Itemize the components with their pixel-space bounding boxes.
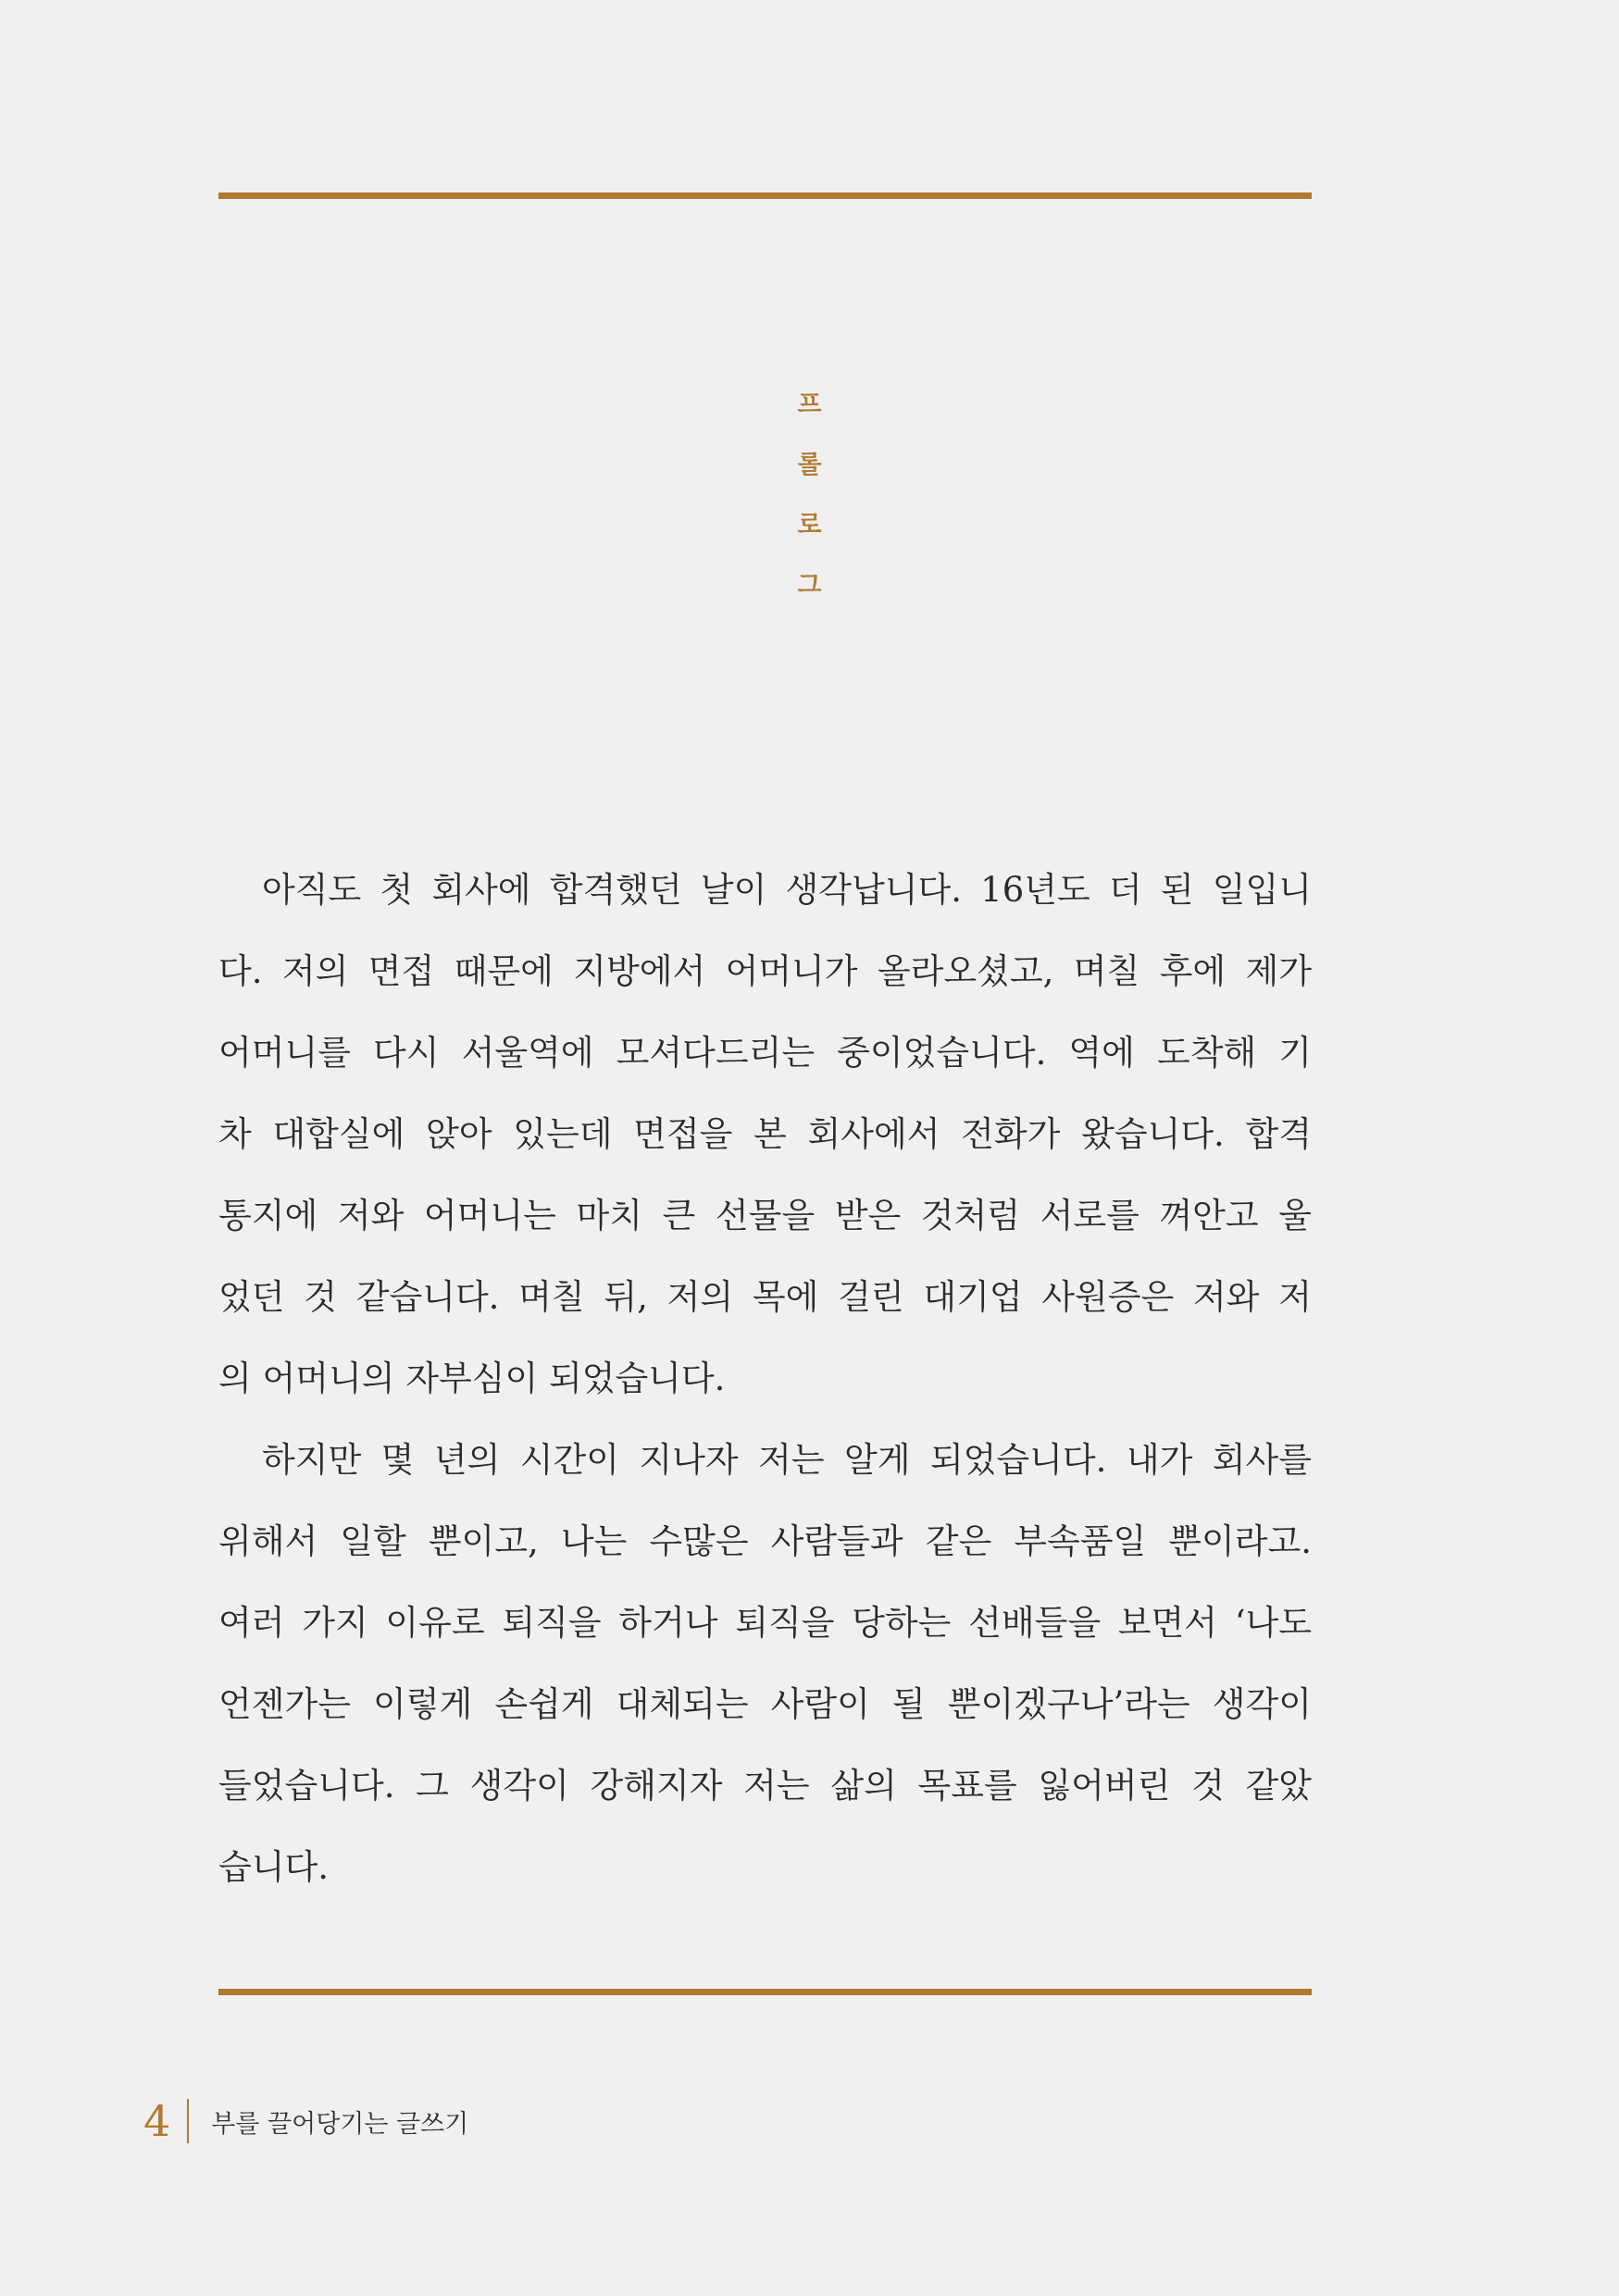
- text-line: 여러 가지 이유로 퇴직을 하거나 퇴직을 당하는 선배들을 보면서 ‘나도: [218, 1603, 1312, 1643]
- text-line: 었던 것 같습니다. 며칠 뒤, 저의 목에 걸린 대기업 사원증은 저와 저: [218, 1277, 1312, 1317]
- chapter-title: [0, 375, 1619, 615]
- text-line: 다. 저의 면접 때문에 지방에서 어머니가 올라오셨고, 며칠 후에 제가: [218, 951, 1312, 991]
- text-line: 어머니를 다시 서울역에 모셔다드리는 중이었습니다. 역에 도착해 기: [218, 1033, 1312, 1073]
- paragraph-2: [218, 1420, 1312, 1908]
- text-line: 의 어머니의 자부심이 되었습니다.: [218, 1359, 726, 1398]
- text-line: 아직도 첫 회사에 합격했던 날이 생각납니다. 16년도 더 된 일입니: [262, 870, 1312, 910]
- chapter-title-char: 프: [797, 391, 822, 419]
- chapter-title-char: 로: [797, 511, 822, 540]
- page-footer: [143, 2093, 468, 2149]
- chapter-title-char: 롤: [797, 451, 822, 479]
- bottom-rule: [218, 1989, 1312, 1995]
- text-line: 위해서 일할 뿐이고, 나는 수많은 사람들과 같은 부속품일 뿐이라고.: [218, 1521, 1312, 1561]
- running-title: 부를 끌어당기는 글쓰기: [211, 2109, 469, 2139]
- text-line: 습니다.: [218, 1847, 329, 1887]
- footer-divider: [187, 2099, 189, 2143]
- page-number: 4: [143, 2096, 171, 2146]
- text-line: 언젠가는 이렇게 손쉽게 대체되는 사람이 될 뿐이겠구나’라는 생각이: [218, 1684, 1312, 1724]
- chapter-title-char: 그: [797, 571, 822, 600]
- text-line: 통지에 저와 어머니는 마치 큰 선물을 받은 것처럼 서로를 껴안고 울: [218, 1196, 1312, 1235]
- text-line: 하지만 몇 년의 시간이 지나자 저는 알게 되었습니다. 내가 회사를: [262, 1440, 1312, 1480]
- body-text: [218, 850, 1312, 1908]
- paragraph-1: [218, 850, 1312, 1420]
- text-line: 차 대합실에 앉아 있는데 면접을 본 회사에서 전화가 왔습니다. 합격: [218, 1114, 1312, 1154]
- top-rule: [218, 192, 1312, 199]
- text-line: 들었습니다. 그 생각이 강해지자 저는 삶의 목표를 잃어버린 것 같았: [218, 1766, 1312, 1806]
